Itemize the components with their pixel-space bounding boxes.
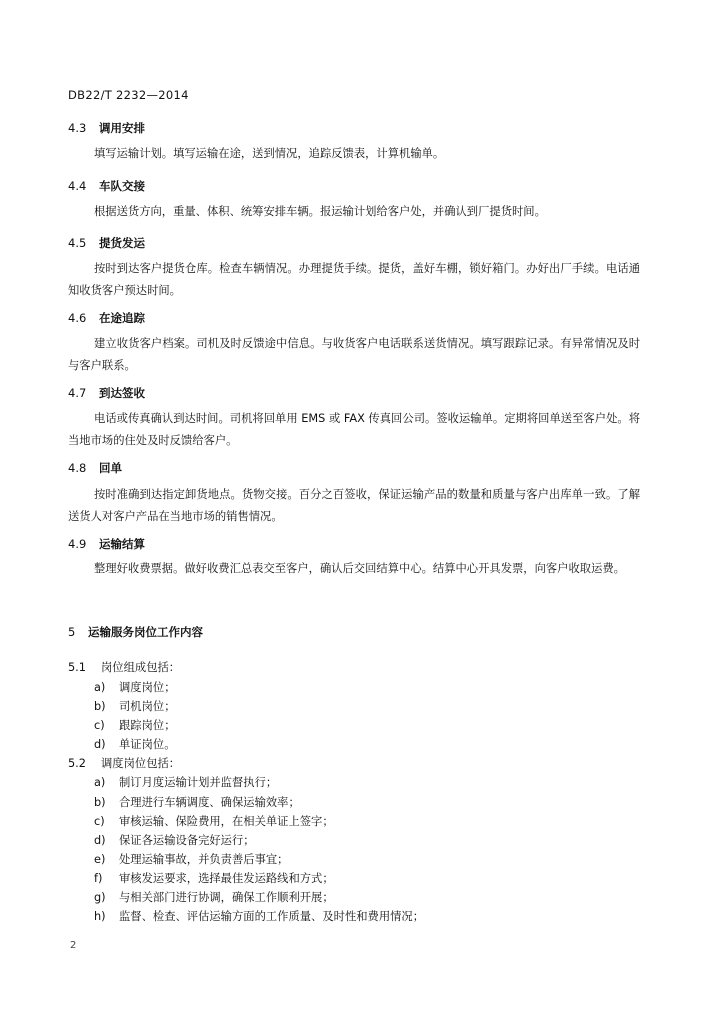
list-item-label: h) xyxy=(94,910,106,923)
subsection-heading-5-1 xyxy=(68,659,180,675)
section-number: 4.8 xyxy=(68,461,87,475)
section-heading-4-3 xyxy=(68,120,145,136)
list-item-text: 司机岗位； xyxy=(119,700,176,713)
document-code-header: DB22/T 2232—2014 xyxy=(68,88,189,102)
list-item xyxy=(94,794,300,810)
list-item xyxy=(94,870,334,886)
list-item-label: a) xyxy=(94,776,106,789)
section-number: 4.4 xyxy=(68,179,87,193)
list-item-label: c) xyxy=(94,815,105,828)
section-title: 提货发运 xyxy=(99,236,145,250)
list-item-text: 合理进行车辆调度、确保运输效率； xyxy=(119,796,300,809)
section-heading-4-7 xyxy=(68,385,145,401)
section-paragraph-4-9: 整理好收费票据。做好收费汇总表交至客户，确认后交回结算中心。结算中心开具发票，向客户收取运费。 xyxy=(94,562,625,575)
section-title: 调用安排 xyxy=(99,121,145,135)
list-item xyxy=(94,889,334,905)
subsection-heading-5-2 xyxy=(68,755,180,771)
list-item-text: 审核发运要求，选择最佳发运路线和方式； xyxy=(119,872,334,885)
list-item-text: 监督、检查、评估运输方面的工作质量、及时性和费用情况； xyxy=(119,910,425,923)
section-number: 4.3 xyxy=(68,121,87,135)
section-title: 运输结算 xyxy=(99,537,145,551)
list-item-text: 跟踪岗位； xyxy=(119,719,176,732)
section-heading-4-9 xyxy=(68,536,145,552)
list-item-text: 调度岗位； xyxy=(119,681,176,694)
list-item-label: d) xyxy=(94,834,106,847)
list-item xyxy=(94,774,277,790)
section-title: 车队交接 xyxy=(99,179,145,193)
section-paragraph-4-8: 按时准确到达指定卸货地点。货物交接。百分之百签收，保证运输产品的数量和质量与客户出库单一致。了解送货人对客户产品在当地市场的销售情况。 xyxy=(68,488,640,523)
list-item-label: b) xyxy=(94,700,106,713)
section-paragraph-4-6: 建立收货客户档案。司机及时反馈途中信息。与收货客户电话联系送货情况。填写跟踪记录。有异常情况及时与客户联系。 xyxy=(68,337,640,372)
section-number: 4.5 xyxy=(68,236,87,250)
list-item-text: 审核运输、保险费用，在相关单证上签字； xyxy=(119,815,334,828)
chapter-number: 5 xyxy=(68,625,76,639)
list-item xyxy=(94,832,255,848)
list-item-text: 保证各运输设备完好运行； xyxy=(119,834,255,847)
section-title: 在途追踪 xyxy=(99,311,145,325)
list-item-label: a) xyxy=(94,681,106,694)
list-item xyxy=(94,717,176,733)
section-number: 4.9 xyxy=(68,537,87,551)
section-paragraph-4-4: 根据送货方向，重量、体积、统筹安排车辆。报运输计划给客户处，并确认到厂提货时间。 xyxy=(94,205,546,218)
section-number: 4.7 xyxy=(68,386,87,400)
list-item-text: 与相关部门进行协调，确保工作顺利开展； xyxy=(119,891,334,904)
list-item-text: 单证岗位。 xyxy=(119,738,176,751)
list-item-label: c) xyxy=(94,719,105,732)
subsection-number: 5.1 xyxy=(68,661,86,674)
section-heading-4-8 xyxy=(68,460,122,476)
section-heading-4-6 xyxy=(68,310,145,326)
section-title: 到达签收 xyxy=(99,386,145,400)
list-item-label: b) xyxy=(94,796,106,809)
list-item-label: g) xyxy=(94,891,106,904)
section-paragraph-4-3: 填写运输计划。填写运输在途，送到情况，追踪反馈表，计算机输单。 xyxy=(94,147,445,160)
page-number: 2 xyxy=(70,940,77,951)
chapter-title: 运输服务岗位工作内容 xyxy=(88,625,203,639)
section-heading-4-5 xyxy=(68,235,145,251)
list-item-label: e) xyxy=(94,853,106,866)
section-heading-4-4 xyxy=(68,178,145,194)
subsection-title: 调度岗位包括： xyxy=(101,757,181,770)
chapter-heading-5 xyxy=(68,624,203,640)
subsection-title: 岗位组成包括： xyxy=(101,661,181,674)
subsection-number: 5.2 xyxy=(68,757,86,770)
section-number: 4.6 xyxy=(68,311,87,325)
list-item xyxy=(94,813,334,829)
list-item-label: d) xyxy=(94,738,106,751)
list-item-text: 处理运输事故，并负责善后事宜； xyxy=(119,853,289,866)
list-item xyxy=(94,908,424,924)
list-item xyxy=(94,851,288,867)
list-item-label: f) xyxy=(94,872,103,885)
section-paragraph-4-7: 电话或传真确认到达时间。司机将回单用 EMS 或 FAX 传真回公司。签收运输单。定期将回单送至客户处。将当地市场的住处及时反馈给客户。 xyxy=(68,412,640,447)
list-item xyxy=(94,698,176,714)
section-paragraph-4-5: 按时到达客户提货仓库。检查车辆情况。办理提货手续。提货，盖好车棚，锁好箱门。办好出厂手续。电话通知收货客户预达时间。 xyxy=(68,262,640,297)
list-item xyxy=(94,679,176,695)
list-item xyxy=(94,736,176,752)
list-item-text: 制订月度运输计划并监督执行； xyxy=(119,776,278,789)
section-title: 回单 xyxy=(99,461,122,475)
